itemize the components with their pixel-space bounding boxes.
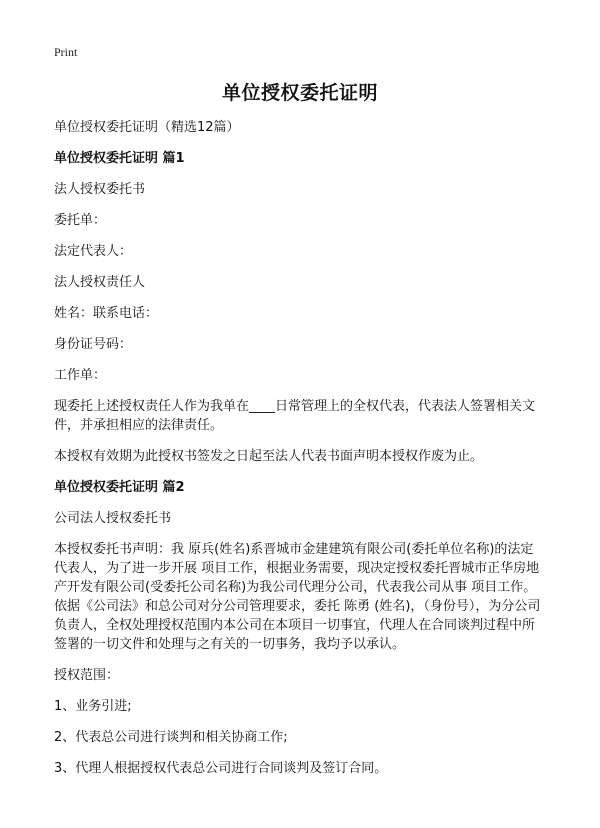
- paragraph: 法定代表人：: [54, 244, 133, 259]
- paragraph: 本授权有效期为此授权书签发之日起至法人代表书面声明本授权作废为止。: [54, 449, 484, 464]
- paragraph: 现委托上述授权责任人作为我单在____日常管理上的全权代表，代表法人签署相关文件，并承担相应的法律责任。: [54, 399, 536, 433]
- paragraph: 授权范围：: [54, 668, 120, 683]
- list-item: 2、代表总公司进行谈判和相关协商工作;: [54, 730, 288, 745]
- section-heading-1: 单位授权委托证明 篇1: [54, 151, 185, 166]
- paragraph: 委托单：: [54, 213, 107, 228]
- paragraph: 身份证号码：: [54, 337, 133, 352]
- section-heading-2: 单位授权委托证明 篇2: [54, 480, 185, 495]
- paragraph: 工作单：: [54, 368, 107, 383]
- document-body: [54, 118, 546, 790]
- paragraph: 姓名：联系电话：: [54, 306, 159, 321]
- paragraph: 公司法人授权委托书: [54, 511, 172, 526]
- list-item: 3、代理人根据授权代表总公司进行合同谈判及签订合同。: [54, 761, 388, 776]
- paragraph: 法人授权委托书: [54, 182, 146, 197]
- document-title: 单位授权委托证明: [221, 82, 378, 104]
- list-item: 1、业务引进;: [54, 699, 132, 714]
- document-subtitle: 单位授权委托证明（精选12篇）: [54, 120, 240, 135]
- paragraph: 法人授权责任人: [54, 275, 146, 290]
- print-label: Print: [54, 45, 78, 59]
- paragraph: 本授权委托书声明：我 原兵(姓名)系晋城市金建建筑有限公司(委托单位名称)的法定代表人，为了进一步开展 项目工作，根据业务需要，现决定授权委托晋城市正华房地产开发有限公司(受委托公司名称)为我公司代理分公司，代表我公司从事 项目工作。依据《公司法》和总公司对分公司管理要求，委托 陈勇 (姓名)，（身份号），为分公司负责人，全权处理授权范围内本公司在本项目一切事宜，代理人在合同谈判过程中所签署的一切文件和处理与之有关的一切事务，我均予以承认。: [54, 542, 541, 652]
